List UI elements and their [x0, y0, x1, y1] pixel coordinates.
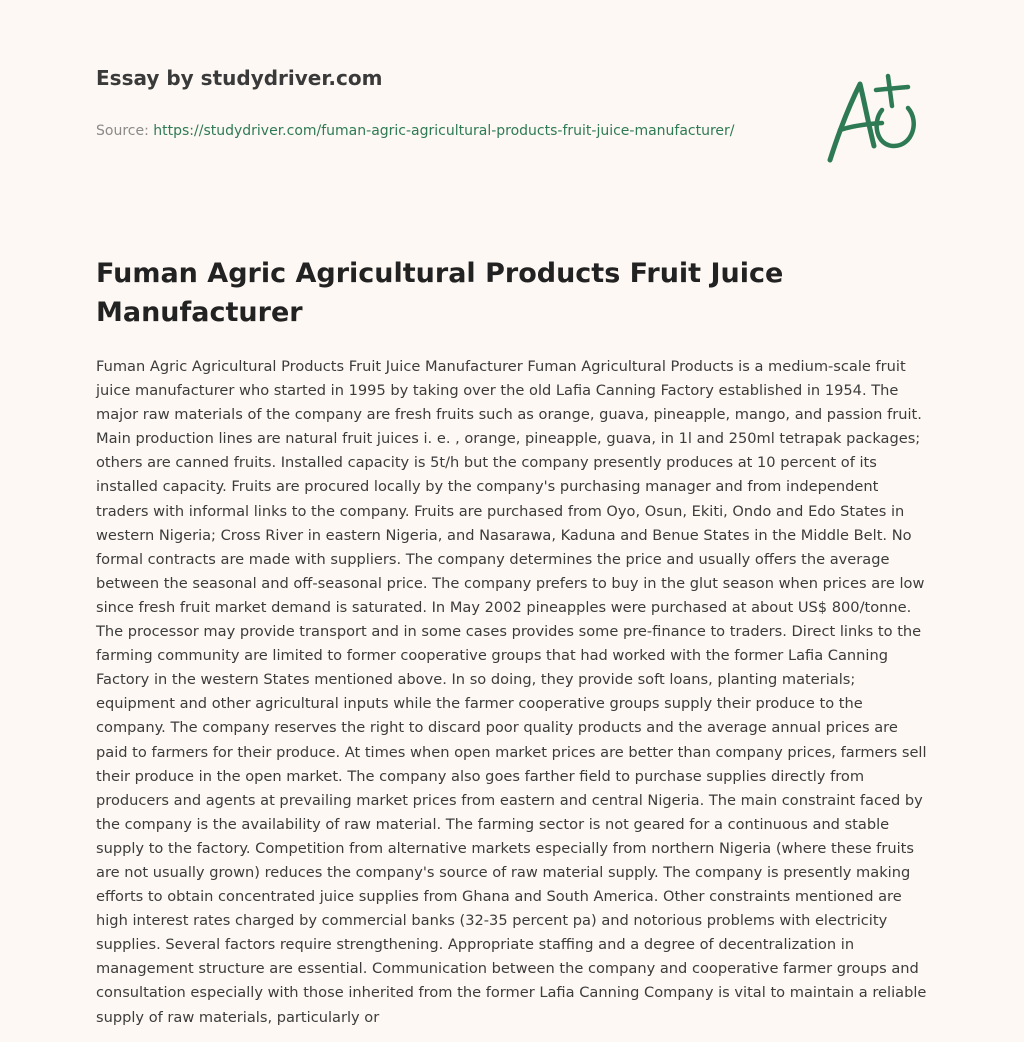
source-label: Source:	[96, 123, 154, 139]
source-line	[96, 120, 736, 143]
essay-title: Fuman Agric Agricultural Products Fruit Juice Manufacturer	[96, 258, 784, 328]
site-brand: Essay by studydriver.com	[96, 66, 383, 90]
a-plus-logo-icon	[822, 70, 926, 166]
source-link[interactable]: https://studydriver.com/fuman-agric-agricultural-products-fruit-juice-manufacturer/	[153, 123, 735, 139]
essay-body: Fuman Agric Agricultural Products Fruit Juice Manufacturer Fuman Agricultural Products is a medium-scale fruit juice manufacturer who started in 1995 by taking over the old Lafia Canning Factory established in 1954. The major raw materials of the company are fresh fruits such as orange, guava, pineapple, mango, and passion fruit. Main production lines are natural fruit juices i. e. , orange, pineapple, guava, in 1l and 250ml tetrapak packages; others are canned fruits. Installed capacity is 5t/h but the company presently produces at 10 percent of its installed capacity. Fruits are procured locally by the company's purchasing manager and from independent traders with informal links to the company. Fruits are purchased from Oyo, Osun, Ekiti, Ondo and Edo States in western Nigeria; Cross River in eastern Nigeria, and Nasarawa, Kaduna and Benue States in the Middle Belt. No formal contracts are made with suppliers. The company determines the price and usually offers the average between the seasonal and off-seasonal price. The company prefers to buy in the glut season when prices are low since fresh fruit market demand is saturated. In May 2002 pineapples were purchased at about US$ 800/tonne. The processor may provide transport and in some cases provides some pre-finance to traders. Direct links to the farming community are limited to former cooperative groups that had worked with the former Lafia Canning Factory in the western States mentioned above. In so doing, they provide soft loans, planting materials; equipment and other agricultural inputs while the farmer cooperative groups supply their produce to the company. The company reserves the right to discard poor quality products and the average annual prices are paid to farmers for their produce. At times when open market prices are better than company prices, farmers sell their produce in the open market. The company also goes farther field to purchase supplies directly from producers and agents at prevailing market prices from eastern and central Nigeria. The main constraint faced by the company is the availability of raw material. The farming sector is not geared for a continuous and stable supply to the factory. Competition from alternative markets especially from northern Nigeria (where these fruits are not usually grown) reduces the company's source of raw material supply. The company is presently making efforts to obtain concentrated juice supplies from Ghana and South America. Other constraints mentioned are high interest rates charged by commercial banks (32-35 percent pa) and notorious problems with electricity supplies. Several factors require strengthening. Appropriate staffing and a degree of decentralization in management structure are essential. Communication between the company and cooperative farmer groups and consultation especially with those inherited from the former Lafia Canning Company is vital to maintain a reliable supply of raw materials, particularly or	[96, 358, 927, 1026]
page-header	[96, 62, 736, 143]
